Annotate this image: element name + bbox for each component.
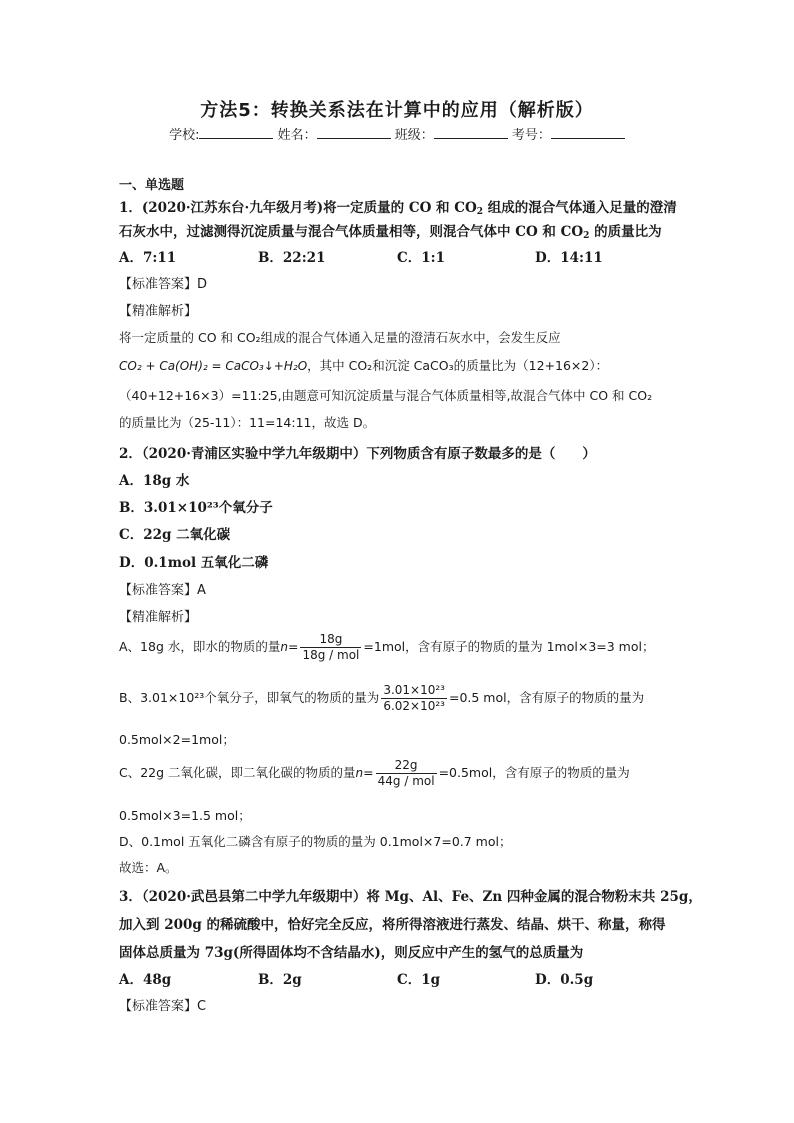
- q1-analysis-label: 【精准解析】: [119, 304, 198, 319]
- q1-analysis-line1: 将一定质量的 CO 和 CO₂组成的混合气体通入足量的澄清石灰水中，会发生反应: [119, 330, 561, 345]
- q3-option-b[interactable]: B．2g: [258, 972, 302, 988]
- q3-stem-line1: 3．（2020·武邑县第二中学九年级期中）将 Mg、Al、Fe、Zn 四种金属的混合物粉末共 25g，: [119, 889, 702, 905]
- q3-option-d[interactable]: D．0.5g: [535, 972, 594, 988]
- q3-option-c[interactable]: C．1g: [397, 972, 441, 988]
- q2-answer: [119, 579, 206, 598]
- q3-answer: [119, 995, 206, 1014]
- q2-a-result: =1mol，含有原子的物质的量为 1mol×3=3 mol；: [363, 639, 655, 654]
- q1-stem-line2-tail: 的质量比为: [589, 224, 662, 240]
- q1-stem-line2: [119, 220, 662, 241]
- q2-analysis-a: A、18g 水，即水的物质的量n= $\frac{18g}{\text{18g / mol}}$ =1mol，含有原子的物质的量为 1mol×3=3 mol；: [119, 632, 655, 662]
- q2-c-text: C、22g 二氧化碳，即二氧化碳的物质的量: [119, 765, 356, 780]
- q1-option-a[interactable]: A．7:11: [119, 250, 177, 266]
- q1-stem-line1-tail: 组成的混合气体通入足量的澄清: [483, 200, 677, 216]
- school-label: 学校:: [169, 128, 200, 143]
- q2-a-numerator: 18g: [319, 632, 343, 646]
- q1-equation: CO₂ + Ca(OH)₂ = CaCO₃↓+H₂O: [119, 359, 308, 373]
- q2-c-symbol: n: [355, 766, 364, 780]
- q2-analysis-d: D、0.1mol 五氧化二磷含有原子的物质的量为 0.1mol×7=0.7 mol；: [119, 834, 512, 849]
- q3-stem-line2: 加入到 200g 的稀硫酸中，恰好完全反应，将所得溶液进行蒸发、结晶、烘干、称量，称得: [119, 917, 666, 933]
- q3-answer-label: 【标准答案】: [119, 999, 198, 1014]
- q1-analysis-line2: [119, 356, 608, 374]
- q2-c-result: =0.5mol，含有原子的物质的量为: [438, 765, 630, 780]
- exam-no-blank[interactable]: [551, 126, 625, 139]
- q3-option-a[interactable]: A．48g: [119, 972, 172, 988]
- class-blank[interactable]: [434, 126, 508, 139]
- q1-analysis-line4: 的质量比为（25-11）：11=14:11，故选 D。: [119, 415, 376, 430]
- class-label: 班级：: [394, 128, 434, 143]
- q2-a-fraction: [300, 632, 361, 663]
- q1-answer-value: D: [197, 277, 208, 292]
- q1-stem-line1: [119, 196, 677, 217]
- q2-analysis-b-line2: 0.5mol×2=1mol；: [119, 732, 235, 747]
- q1-stem-line2-text: 石灰水中，过滤测得沉淀质量与混合气体质量相等，则混合气体中 CO 和 CO: [119, 224, 584, 240]
- name-blank[interactable]: [317, 126, 391, 139]
- q2-b-numerator: 3.01×10²³: [383, 683, 445, 697]
- q2-b-text: B、3.01×10²³个氧分子，即氧气的物质的量为: [119, 690, 380, 705]
- student-info-line: [0, 124, 794, 143]
- q2-b-result: =0.5 mol，含有原子的物质的量为: [448, 690, 645, 705]
- q2-option-d[interactable]: D．0.1mol 五氧化二磷: [119, 555, 269, 571]
- q1-option-d[interactable]: D．14:11: [535, 250, 603, 266]
- q2-conclusion: 故选：A。: [119, 860, 178, 875]
- q1-option-c[interactable]: C．1:1: [397, 250, 446, 266]
- q2-c-fraction: [376, 758, 437, 789]
- q2-answer-value: A: [197, 583, 206, 598]
- q3-answer-value: C: [197, 999, 207, 1014]
- q1-stem-line1-text: 1．(2020·江苏东台·九年级月考)将一定质量的 CO 和 CO: [119, 200, 477, 216]
- q1-answer: [119, 273, 207, 292]
- q1-option-b[interactable]: B．22:21: [258, 250, 326, 266]
- name-label: 姓名：: [277, 128, 317, 143]
- q2-analysis-c: C、22g 二氧化碳，即二氧化碳的物质的量n= $\frac{22g}{\text{44g / mol}}$ =0.5mol，含有原子的物质的量为: [119, 758, 630, 788]
- q2-c-denominator: 44g / mol: [377, 774, 435, 788]
- q1-stem-line1-sub: 2: [476, 207, 484, 217]
- q1-analysis-line3: （40+12+16×3）=11:25,由题意可知沉淀质量与混合气体质量相等,故混合气体中 CO 和 CO₂: [119, 388, 653, 403]
- q2-a-text: A、18g 水，即水的物质的量: [119, 639, 281, 654]
- q2-b-fraction: [381, 683, 447, 714]
- q1-answer-label: 【标准答案】: [119, 277, 198, 292]
- q3-stem-line3: 固体总质量为 73g(所得固体均不含结晶水)，则反应中产生的氢气的总质量为: [119, 945, 584, 961]
- q2-a-symbol: n: [280, 640, 288, 654]
- page-title: 方法5：转换关系法在计算中的应用（解析版）: [200, 100, 594, 121]
- q2-analysis-b: [119, 683, 644, 714]
- q2-option-b[interactable]: B．3.01×10²³个氧分子: [119, 500, 273, 516]
- q2-a-denominator: 18g / mol: [302, 648, 360, 662]
- q2-option-a[interactable]: A．18g 水: [119, 473, 190, 489]
- q2-option-c[interactable]: C．22g 二氧化碳: [119, 527, 231, 543]
- section-heading: 一、单选题: [119, 178, 185, 193]
- q1-analysis-line2-tail: ，其中 CO₂和沉淀 CaCO₃的质量比为（12+16×2）：: [307, 358, 609, 373]
- q2-stem: 2．（2020·青浦区实验中学九年级期中）下列物质含有原子数最多的是（ ）: [119, 446, 596, 462]
- q2-c-numerator: 22g: [394, 758, 418, 772]
- school-blank[interactable]: [199, 126, 273, 139]
- exam-no-label: 考号：: [511, 128, 551, 143]
- q2-b-denominator: 6.02×10²³: [383, 699, 445, 713]
- q1-stem-line2-sub: 2: [583, 231, 590, 241]
- q2-analysis-c-line2: 0.5mol×3=1.5 mol；: [119, 808, 251, 823]
- q2-answer-label: 【标准答案】: [119, 583, 198, 598]
- q2-analysis-label: 【精准解析】: [119, 610, 198, 625]
